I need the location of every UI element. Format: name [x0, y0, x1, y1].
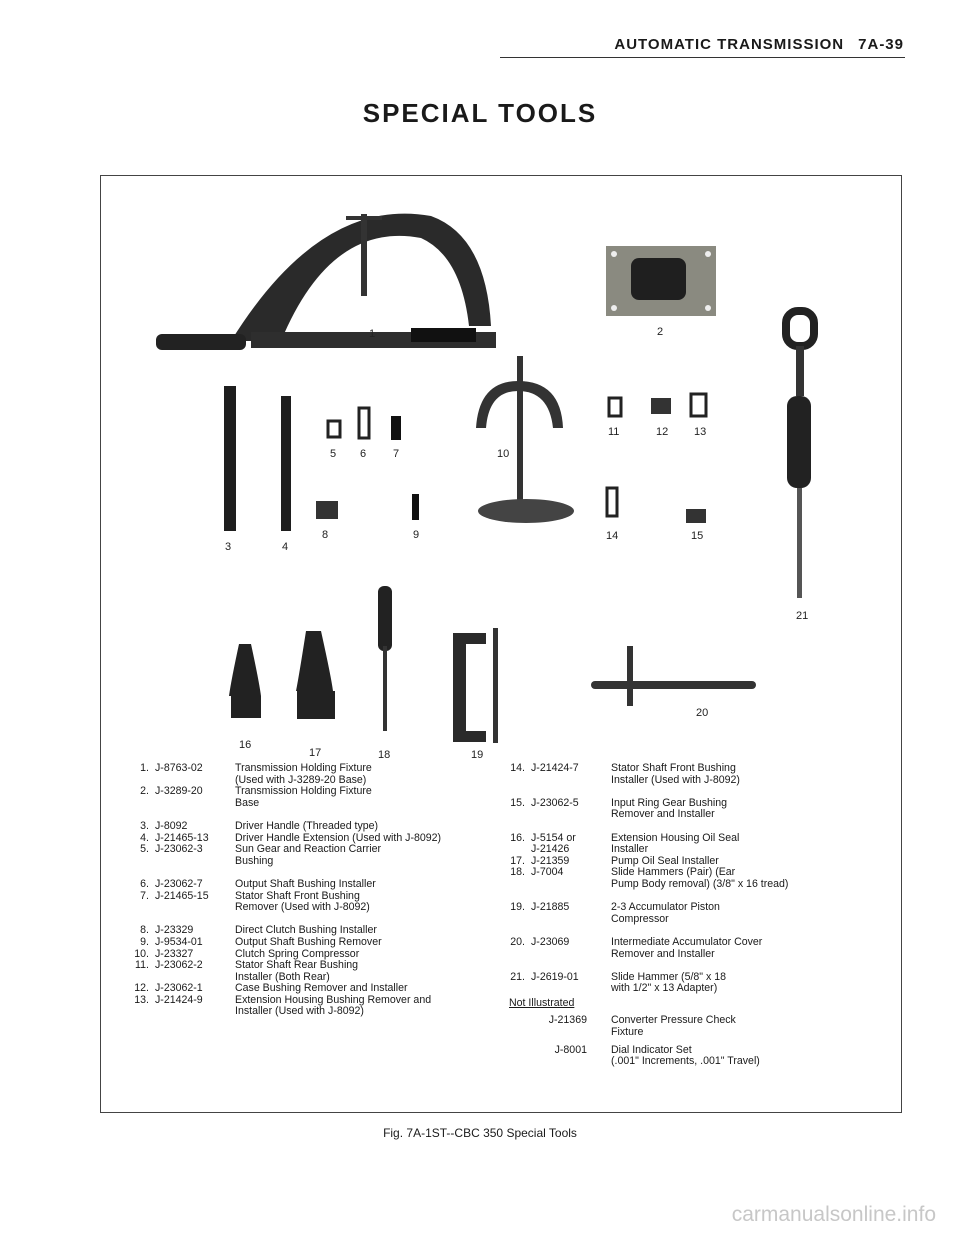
tool-code: J-21465-15: [155, 889, 209, 902]
tool-code: J-21424-7: [531, 762, 579, 774]
item-number: 17.: [510, 854, 525, 867]
figure-label-21: 21: [796, 610, 809, 622]
item-number: 5.: [140, 843, 149, 856]
tool-code: J-21369: [548, 1014, 587, 1027]
tool-description: [235, 937, 518, 949]
tool-list-item: [123, 821, 518, 833]
not-illustrated-item: [499, 1045, 894, 1068]
tool-list-right: [499, 763, 894, 1068]
description-line: Sun Gear and Reaction Carrier: [235, 843, 382, 856]
figure-label-19: 19: [471, 749, 484, 761]
description-line: Slide Hammer (5/8" x 18: [611, 970, 727, 983]
tool-list-item: [499, 798, 894, 821]
slide-hammer-18-drawing: [378, 586, 392, 731]
tool-code: J-21359: [531, 854, 570, 867]
tool-list-item: [123, 786, 518, 809]
item-number: 3.: [140, 819, 149, 832]
description-line: Output Shaft Bushing Installer: [235, 877, 376, 890]
item-number: 4.: [140, 831, 149, 844]
figure-label-16: 16: [239, 739, 252, 751]
tool-list-item: [499, 763, 894, 786]
description-line: Driver Handle (Threaded type): [235, 819, 379, 832]
description-line: Input Ring Gear Bushing: [611, 796, 728, 809]
tool-description: [611, 867, 894, 890]
item-number: 19.: [510, 901, 525, 914]
figure-label-12: 12: [656, 426, 669, 438]
seal-installers-drawing: [229, 631, 335, 719]
figure-label-5: 5: [330, 448, 337, 460]
section-title: AUTOMATIC TRANSMISSION: [614, 36, 845, 53]
description-line: Stator Shaft Rear Bushing: [235, 959, 359, 972]
tool-description: [235, 960, 518, 983]
tool-description: [235, 763, 518, 786]
tool-code: J-8092: [155, 819, 188, 832]
description-line: Intermediate Accumulator Cover: [611, 935, 763, 948]
tool-list-item: [499, 867, 894, 890]
tool-code: J-21426: [531, 843, 570, 856]
tool-description: [235, 891, 518, 914]
tool-description: [611, 833, 894, 845]
tool-code: J-2619-01: [531, 970, 579, 983]
tool-code: J-23062-3: [155, 843, 203, 856]
holding-fixture-base-drawing: [606, 246, 716, 316]
tool-description: [611, 902, 894, 925]
description-line: Case Bushing Remover and Installer: [235, 982, 408, 995]
description-line: Pump Body removal) (3/8" x 16 tread): [611, 877, 789, 890]
description-line: Stator Shaft Front Bushing: [611, 762, 736, 774]
tool-description: [235, 995, 518, 1018]
tool-code: J-23327: [155, 947, 194, 960]
figure-label-8: 8: [322, 529, 329, 541]
not-illustrated-item: [499, 1015, 894, 1038]
description-line: Stator Shaft Front Bushing: [235, 889, 360, 902]
tool-code: J-8763-02: [155, 762, 203, 774]
slide-hammer-21-drawing: [786, 311, 814, 598]
description-line: Installer: [611, 843, 649, 856]
item-number: 2.: [140, 785, 149, 798]
tool-description: [611, 844, 894, 856]
figure-label-6: 6: [360, 448, 367, 460]
tools-illustration: [101, 176, 901, 766]
header-rule: [500, 57, 905, 58]
description-line: Installer (Both Rear): [235, 970, 330, 983]
description-line: Dial Indicator Set: [611, 1043, 692, 1056]
item-number: 7.: [140, 889, 149, 902]
page-header: [0, 36, 904, 53]
figure-label-20: 20: [696, 707, 709, 719]
item-number: 11.: [135, 959, 149, 972]
tool-code: J-3289-20: [155, 785, 203, 798]
not-illustrated-heading: Not Illustrated: [509, 996, 575, 1009]
description-line: (.001" Increments, .001" Travel): [611, 1055, 760, 1068]
description-line: Slide Hammers (Pair) (Ear: [611, 866, 736, 879]
tool-description: [235, 786, 518, 809]
tool-code: J-21465-13: [155, 831, 209, 844]
figure-label-2: 2: [657, 326, 664, 338]
tool-list-item: [499, 972, 894, 995]
description-line: Transmission Holding Fixture: [235, 785, 372, 798]
tool-code: J-21424-9: [155, 993, 203, 1006]
driver-handles-drawing: [224, 386, 291, 531]
item-number: 15.: [510, 796, 525, 809]
item-number: 1.: [140, 762, 149, 774]
figure-label-3: 3: [225, 541, 232, 553]
tool-list-item: [123, 844, 518, 867]
tool-description: [611, 972, 894, 995]
tool-code: J-23062-7: [155, 877, 203, 890]
tool-code: J-23329: [155, 924, 194, 937]
description-line: Installer (Used with J-8092): [235, 1005, 364, 1018]
item-number: 9.: [140, 935, 149, 948]
cover-remover-drawing: [591, 646, 756, 706]
figure-label-14: 14: [606, 530, 619, 542]
tool-code: J-23069: [531, 935, 570, 948]
tool-description: [611, 763, 894, 786]
figure-label-7: 7: [393, 448, 400, 460]
item-number: 20.: [510, 935, 525, 948]
item-number: 16.: [510, 831, 525, 844]
description-line: Extension Housing Bushing Remover and: [235, 993, 432, 1006]
tool-description: [611, 937, 894, 960]
tool-list-item: [123, 937, 518, 949]
description-line: Installer (Used with J-8092): [611, 773, 740, 786]
description-line: Base: [235, 796, 260, 809]
item-number: [499, 844, 531, 856]
tool-list-item: [499, 902, 894, 925]
figure-label-1: 1: [369, 328, 376, 340]
item-number: 13.: [134, 993, 149, 1006]
tool-list-item: [123, 960, 518, 983]
figure-label-9: 9: [413, 529, 420, 541]
figure-frame: [100, 175, 902, 1113]
holding-fixture-drawing: [156, 214, 496, 350]
description-line: Output Shaft Bushing Remover: [235, 935, 382, 948]
tool-code: J-21885: [531, 901, 570, 914]
tool-list-left: [123, 763, 518, 1018]
description-line: Converter Pressure Check: [611, 1014, 736, 1027]
tool-description: [235, 879, 518, 891]
item-number: 21.: [510, 970, 525, 983]
item-number: 12.: [134, 982, 149, 995]
tool-code: J-23062-1: [155, 982, 203, 995]
figure-caption: Fig. 7A-1ST--CBC 350 Special Tools: [383, 1126, 577, 1140]
figure-label-4: 4: [282, 541, 289, 553]
tool-list-item: [123, 891, 518, 914]
description-line: Clutch Spring Compressor: [235, 947, 360, 960]
description-line: Driver Handle Extension (Used with J-8092): [235, 831, 442, 844]
figure-label-11: 11: [608, 426, 620, 438]
description-line: 2-3 Accumulator Piston: [611, 901, 720, 914]
tool-list-item: [123, 995, 518, 1018]
figure-label-10: 10: [497, 448, 510, 460]
figure-label-15: 15: [691, 530, 704, 542]
figure-label-13: 13: [694, 426, 707, 438]
tool-description: [611, 1045, 894, 1068]
page-title: SPECIAL TOOLS: [362, 98, 598, 128]
tool-list-item: [123, 763, 518, 786]
tool-code: J-5154 or: [531, 831, 576, 844]
item-number: 10.: [134, 947, 149, 960]
tool-description: [235, 821, 518, 833]
description-line: Fixture: [611, 1026, 644, 1039]
watermark: carmanualsonline.info: [731, 1203, 936, 1226]
description-line: Bushing: [235, 854, 274, 867]
tool-code: J-23062-2: [155, 959, 203, 972]
description-line: Remover (Used with J-8092): [235, 901, 370, 914]
tool-description: [611, 1015, 894, 1038]
description-line: Remover and Installer: [611, 947, 715, 960]
tool-list-item: [499, 937, 894, 960]
description-line: with 1/2" x 13 Adapter): [611, 982, 718, 995]
description-line: (Used with J-3289-20 Base): [235, 773, 367, 786]
tool-code: J-8001: [554, 1043, 587, 1056]
c-clamp-drawing: [453, 628, 498, 743]
page-number: 7A-39: [858, 36, 904, 53]
figure-label-18: 18: [378, 749, 391, 761]
tool-description: [611, 798, 894, 821]
item-number: 8.: [140, 924, 149, 937]
item-number: 14.: [510, 762, 525, 774]
description-line: Remover and Installer: [611, 808, 715, 821]
tool-code: J-23062-5: [531, 796, 579, 809]
item-number: 18.: [510, 866, 525, 879]
tool-list-item: [499, 844, 894, 856]
description-line: Pump Oil Seal Installer: [611, 854, 719, 867]
figure-label-17: 17: [309, 747, 322, 759]
tool-code: J-9534-01: [155, 935, 203, 948]
item-number: 6.: [140, 877, 149, 890]
description-line: Extension Housing Oil Seal: [611, 831, 740, 844]
description-line: Compressor: [611, 912, 669, 925]
tool-description: [235, 844, 518, 867]
tool-code: J-7004: [531, 866, 564, 879]
small-bushings-drawing: [316, 408, 419, 520]
description-line: Direct Clutch Bushing Installer: [235, 924, 377, 937]
spring-compressor-drawing: [476, 356, 574, 523]
tool-list-item: [123, 879, 518, 891]
stator-bushings-drawing: [607, 394, 706, 523]
description-line: Transmission Holding Fixture: [235, 762, 372, 774]
